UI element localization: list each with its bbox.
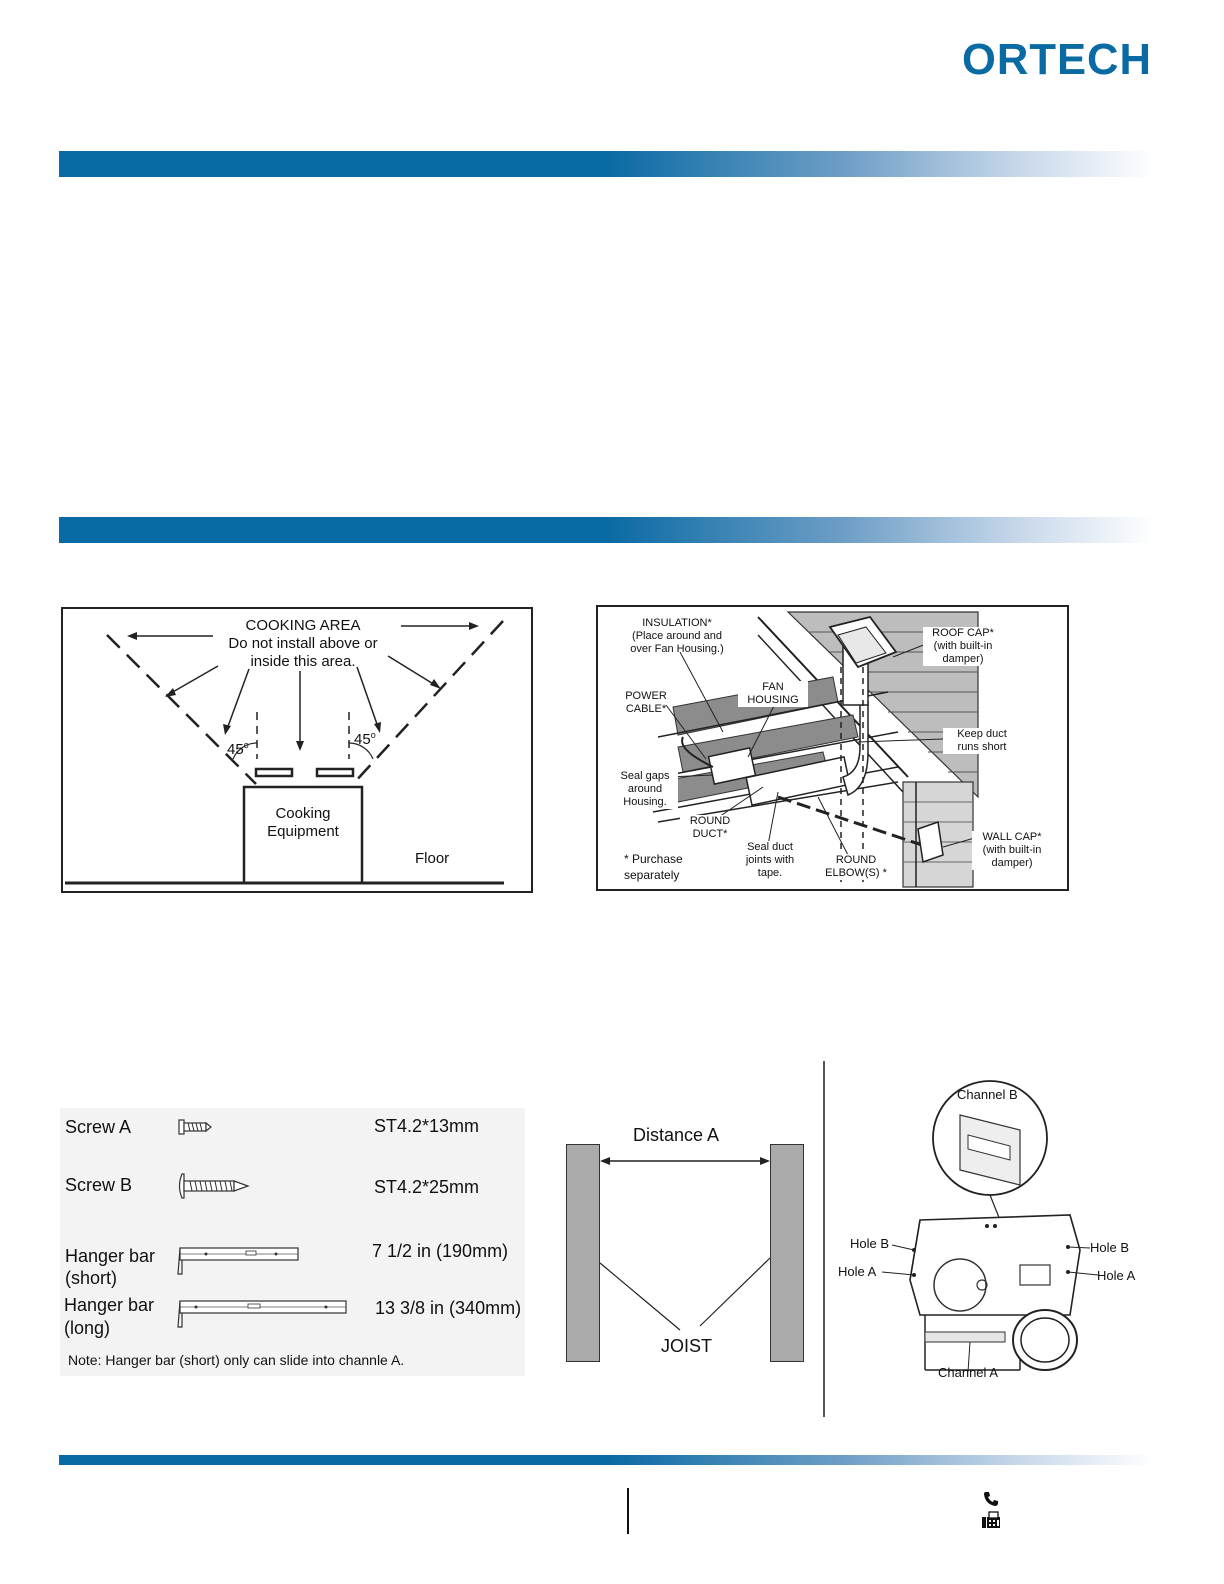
cooking-area-figure xyxy=(61,607,533,893)
cooking-area-warning-1: Do not install above or xyxy=(228,635,378,652)
screw-a-name: Screw A xyxy=(65,1117,132,1137)
hanger-short-name-1: Hanger bar xyxy=(65,1246,156,1266)
insulation-label-3: over Fan Housing.) xyxy=(630,643,724,655)
hole-b-left-label: Hole B xyxy=(850,1236,890,1251)
insulation-label-2: (Place around and xyxy=(632,630,722,642)
wall-cap-label-1: WALL CAP* xyxy=(972,831,1052,844)
seal-gaps-label-1: Seal gaps xyxy=(612,770,678,783)
wall-cap xyxy=(918,822,943,862)
screw-a-icon xyxy=(178,1118,212,1136)
equipment-label-2: Equipment xyxy=(267,823,339,840)
seal-joints-label-2: joints with xyxy=(738,854,802,867)
channel-b-label: Channel B xyxy=(957,1087,1018,1102)
insulation-label-1: INSULATION* xyxy=(642,617,712,629)
purchase-label-2: separately xyxy=(624,868,680,882)
section-band-2 xyxy=(59,517,1154,543)
screw-b-spec: ST4.2*25mm xyxy=(374,1177,480,1197)
purchase-label-1: * Purchase xyxy=(624,852,683,866)
round-duct-label-2: DUCT* xyxy=(680,828,740,841)
wall-cap-label-2: (with built-in xyxy=(972,844,1052,857)
channel-a-slot xyxy=(925,1332,1005,1342)
seal-gaps-label-3: Housing. xyxy=(612,796,678,809)
phone-icon xyxy=(983,1491,999,1507)
footer-divider xyxy=(627,1488,629,1534)
joist-label: JOIST xyxy=(661,1336,713,1356)
ortech-logo xyxy=(960,36,1155,80)
angle-left-label: 45$^o$ xyxy=(227,740,249,758)
roof-cap-label-3: damper) xyxy=(923,653,1003,666)
power-cable-label-1: POWER xyxy=(625,690,667,702)
hole-a-left-label: Hole A xyxy=(838,1264,877,1279)
fan-housing-box xyxy=(910,1215,1080,1315)
joist-diagram xyxy=(560,1120,810,1370)
arrow-right xyxy=(469,622,479,630)
cooking-area-warning-2: inside this area. xyxy=(250,653,356,670)
parts-note: Note: Hanger bar (short) only can slide into channle A. xyxy=(68,1352,405,1368)
screw-b-icon xyxy=(176,1172,250,1200)
duct-installation-figure xyxy=(596,605,1069,891)
distance-a-label: Distance A xyxy=(633,1125,720,1145)
floor-label: Floor xyxy=(415,850,450,867)
keep-duct-label-1: Keep duct xyxy=(943,728,1021,741)
section-band-1 xyxy=(59,151,1154,177)
hole-a-right-label: Hole A xyxy=(1097,1268,1136,1283)
logo-text: ORTECH xyxy=(962,36,1152,80)
arrow-left xyxy=(127,632,137,640)
roof-cap-label-2: (with built-in xyxy=(923,640,1003,653)
hanger-bar-short-icon xyxy=(176,1244,302,1278)
channel-a-label: Channel A xyxy=(938,1365,998,1380)
round-duct-label-1: ROUND xyxy=(680,815,740,828)
wall-cap-label-3: damper) xyxy=(972,857,1052,870)
fax-icon xyxy=(981,1511,1001,1529)
screw-b-name: Screw B xyxy=(65,1175,133,1195)
hanger-short-name-2: (short) xyxy=(65,1268,118,1288)
hanger-short-spec: 7 1/2 in (190mm) xyxy=(372,1241,509,1261)
fan-unit-right xyxy=(317,769,353,776)
hanger-long-spec: 13 3/8 in (340mm) xyxy=(375,1298,522,1318)
hanger-long-name-2: (long) xyxy=(64,1318,111,1338)
keep-duct-label-2: runs short xyxy=(943,741,1021,754)
fan-housing-label-1: FAN xyxy=(738,681,808,694)
hole-b-right-label: Hole B xyxy=(1090,1240,1130,1255)
hanger-long-name-1: Hanger bar xyxy=(64,1295,155,1315)
round-elbow-label-1: ROUND xyxy=(820,854,892,867)
seal-gaps-label-2: around xyxy=(612,783,678,796)
power-cable-label-2: CABLE* xyxy=(625,703,667,715)
screw-a-spec: ST4.2*13mm xyxy=(374,1116,480,1136)
footer-band xyxy=(59,1455,1154,1465)
angle-right-label: 45$^o$ xyxy=(354,730,376,748)
hanger-bar-long-icon xyxy=(176,1297,351,1331)
roof-cap-label-1: ROOF CAP* xyxy=(923,627,1003,640)
cooking-area-title: COOKING AREA xyxy=(245,617,361,634)
seal-joints-label-3: tape. xyxy=(738,867,802,880)
figure-divider xyxy=(823,1061,825,1417)
seal-joints-label-1: Seal duct xyxy=(738,841,802,854)
fan-housing-label-2: HOUSING xyxy=(738,694,808,707)
round-elbow-label-2: ELBOW(S) * xyxy=(820,867,892,880)
fan-unit-left xyxy=(256,769,292,776)
equipment-label-1: Cooking xyxy=(275,805,331,822)
